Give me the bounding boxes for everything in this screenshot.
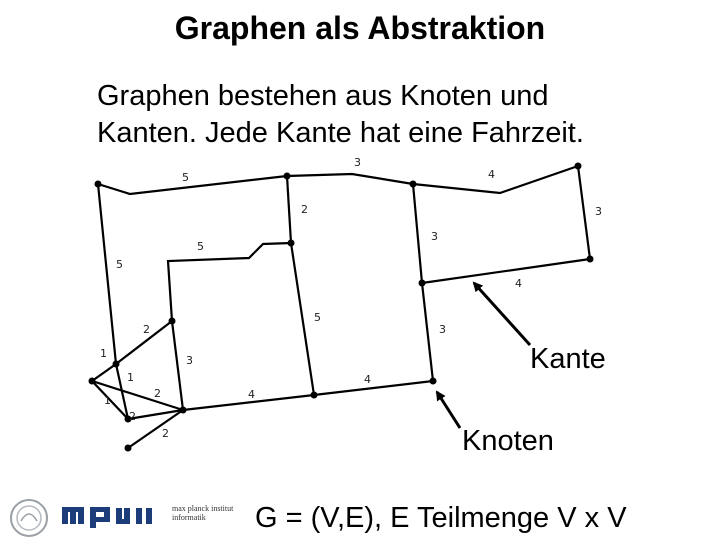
graph-node bbox=[288, 240, 295, 247]
edge-weight-label: 2 bbox=[143, 323, 150, 336]
slide-title: Graphen als Abstraktion bbox=[174, 10, 546, 46]
graph-node bbox=[169, 318, 176, 325]
edge-weight-label: 5 bbox=[182, 171, 189, 184]
graph-formula: G = (V,E), E Teilmenge V x V bbox=[255, 502, 627, 534]
edge-weight-label: 4 bbox=[488, 168, 495, 181]
graph-node bbox=[575, 163, 582, 170]
edge-weight-label: 1 bbox=[104, 394, 111, 407]
body-text-line-1: Graphen bestehen aus Knoten und bbox=[97, 80, 549, 112]
edge-weight-label: 3 bbox=[431, 230, 438, 243]
kante-label: Kante bbox=[530, 343, 606, 375]
graph-edge bbox=[413, 166, 578, 193]
edge-weight-label: 2 bbox=[154, 387, 161, 400]
edge-weight-label: 4 bbox=[515, 277, 522, 290]
edge-weight-label: 5 bbox=[197, 240, 204, 253]
graph-node bbox=[89, 378, 96, 385]
edge-weight-label: 3 bbox=[439, 323, 446, 336]
graph-edge bbox=[578, 166, 590, 259]
graph-edge bbox=[291, 243, 314, 395]
mpi-logo bbox=[60, 502, 170, 528]
graph-edge bbox=[172, 321, 183, 410]
graph-edge bbox=[314, 381, 433, 395]
edge-weight-label: 5 bbox=[116, 258, 123, 271]
graph-edge bbox=[422, 259, 590, 283]
graph-edge bbox=[98, 184, 116, 364]
graph-edge bbox=[168, 243, 291, 321]
edge-weight-label: 3 bbox=[354, 156, 361, 169]
graph-edge bbox=[98, 176, 287, 194]
edge-weight-label: 4 bbox=[248, 388, 255, 401]
body-text-line-2: Kanten. Jede Kante hat eine Fahrzeit. bbox=[97, 117, 584, 149]
mpi-logo-text bbox=[172, 504, 233, 522]
graph-node bbox=[95, 181, 102, 188]
institute-seal-logo bbox=[8, 497, 50, 539]
graph-edge bbox=[92, 364, 116, 381]
edge-weight-label: 2 bbox=[129, 410, 136, 423]
knoten-arrow bbox=[437, 392, 460, 428]
mpi-logo-line-1: max planck institut bbox=[172, 504, 234, 513]
graph-edge bbox=[413, 184, 422, 283]
edge-weight-label: 4 bbox=[364, 373, 371, 386]
edge-weight-label: 1 bbox=[100, 347, 107, 360]
graph-node bbox=[419, 280, 426, 287]
graph-edge bbox=[287, 176, 291, 243]
knoten-label: Knoten bbox=[462, 425, 554, 457]
graph-node bbox=[125, 445, 132, 452]
edge-weight-label: 2 bbox=[301, 203, 308, 216]
graph-node bbox=[311, 392, 318, 399]
graph-node bbox=[410, 181, 417, 188]
graph-edge bbox=[287, 174, 413, 184]
edge-weight-label: 1 bbox=[127, 371, 134, 384]
mpi-logo-line-2: informatik bbox=[172, 513, 206, 522]
edge-weight-label: 3 bbox=[186, 354, 193, 367]
graph-node bbox=[587, 256, 594, 263]
graph-node bbox=[113, 361, 120, 368]
kante-arrow bbox=[474, 283, 530, 345]
graph-edge bbox=[422, 283, 433, 381]
graph-node bbox=[180, 407, 187, 414]
edge-weight-label: 3 bbox=[595, 205, 602, 218]
edge-weight-label: 2 bbox=[162, 427, 169, 440]
edge-weight-label: 5 bbox=[314, 311, 321, 324]
graph-node bbox=[430, 378, 437, 385]
graph-edge bbox=[128, 410, 183, 448]
graph-node bbox=[284, 173, 291, 180]
